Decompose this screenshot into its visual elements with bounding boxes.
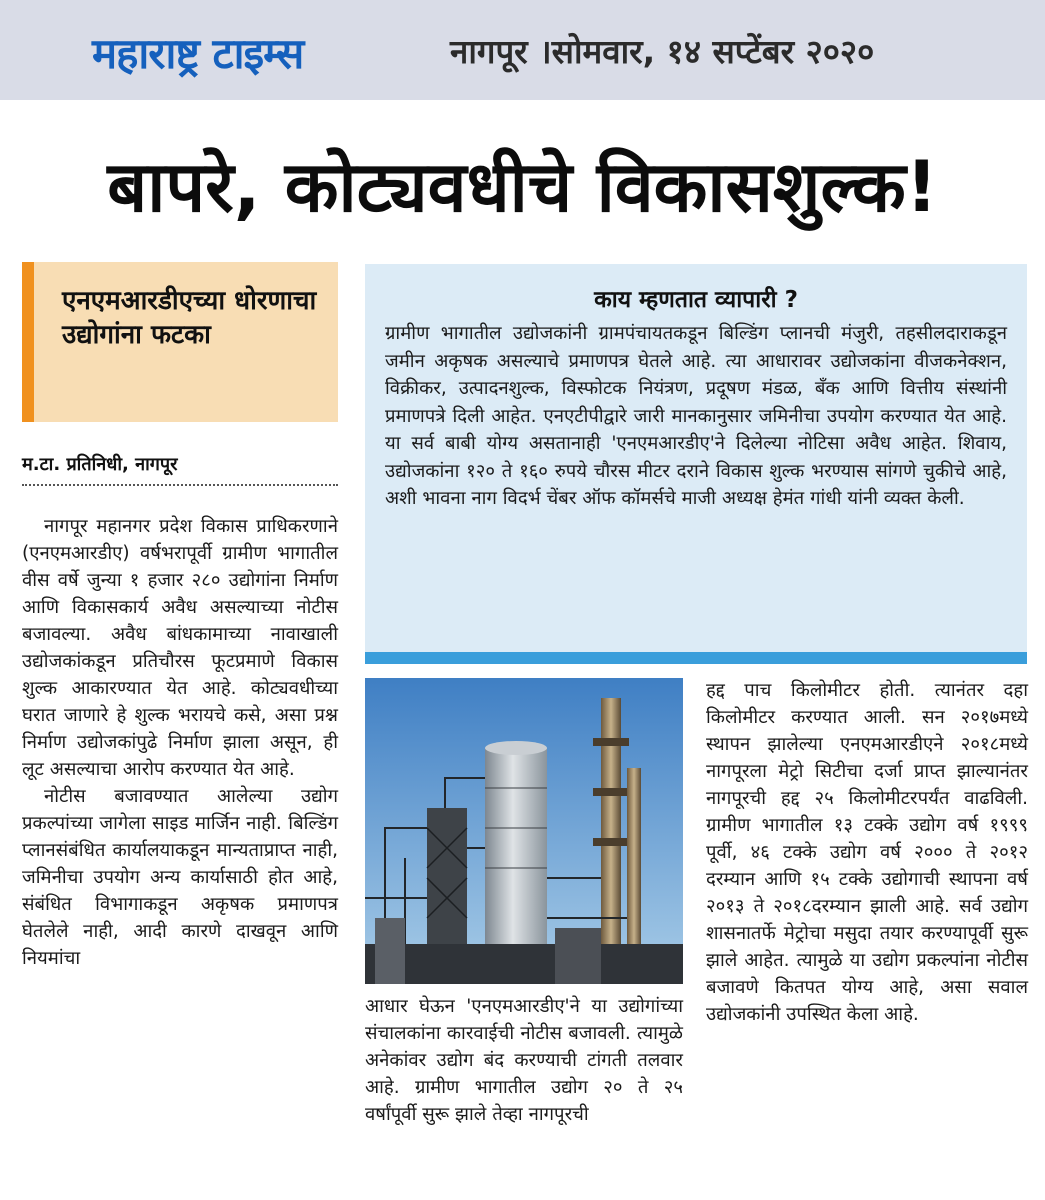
sidebar-bottom-bar [365, 652, 1027, 664]
article-column-1 [22, 513, 338, 972]
newspaper-logo: महाराष्ट्र टाइम्स [92, 29, 304, 78]
subheadline-box [22, 262, 338, 422]
byline: म.टा. प्रतिनिधी, नागपूर [22, 454, 178, 475]
subheadline: एनएमआरडीएच्या धोरणाचा उद्योगांना फटका [62, 286, 317, 351]
dateline: नागपूर ।सोमवार, १४ सप्टेंबर २०२० [450, 32, 875, 71]
article-paragraph: नोटीस बजावण्यात आलेल्या उद्योग प्रकल्पांच्या जागेला साइड मार्जिन नाही. बिल्डिंग प्लानसंबंधित कार्यालयाकडून मान्यताप्राप्त नाही, जमिनीचा उपयोग अन्य कार्यासाठी होत आहे, संबंधित विभागाकडून अकृषक प्रमाणपत्र घेतलेले नाही, आदी कारणे दाखवून आणि नियमांचा [22, 786, 338, 969]
traders-opinion-box [365, 264, 1027, 652]
article-paragraph: हद्द पाच किलोमीटर होती. त्यानंतर दहा किलोमीटर करण्यात आली. सन २०१७मध्ये स्थापन झालेल्या एनएमआरडीएने २०१८मध्ये नागपूरला मेट्रो सिटीचा दर्जा प्राप्त झाल्यानंतर नागपूरची हद्द २५ किलोमीटरपर्यंत वाढविली. ग्रामीण भागातील १३ टक्के उद्योग वर्ष १९९९ पूर्वी, ४६ टक्के उद्योग वर्ष २००० ते २०१२ दरम्यान आणि १५ टक्के उद्योगाची स्थापना वर्ष २०१३ ते २०१८दरम्यान झाली आहे. सर्व उद्योग शासनातर्फे मेट्रोचा मसुदा तयार करण्यापूर्वी सुरू झाले आहेत. त्यामुळे या उद्योग प्रकल्पांना नोटीस बजावणे कितपत योग्य आहे, असा सवाल उद्योजकांनी उपस्थित केला आहे. [706, 680, 1028, 1025]
article-column-3 [706, 677, 1028, 1028]
sidebar-body: ग्रामीण भागातील उद्योजकांनी ग्रामपंचायतकडून बिल्डिंग प्लानची मंजुरी, तहसीलदाराकडून जमीन अकृषक असल्याचे प्रमाणपत्र घेतले आहे. त्या आधारावर उद्योजकांना वीजकनेक्शन, विक्रीकर, उत्पादनशुल्क, विस्फोटक नियंत्रण, प्रदूषण मंडळ, बँक आणि वित्तीय संस्थांनी प्रमाणपत्रे दिली आहेत. एनएटीपीद्वारे जारी मानकानुसार जमिनीचा उपयोग करण्यात येत आहे. या सर्व बाबी योग्य असतानाही 'एनएमआरडीए'ने दिलेल्या नोटिसा अवैध आहेत. शिवाय, उद्योजकांना १२० ते १६० रुपये चौरस मीटर दराने विकास शुल्क भरण्यास सांगणे चुकीचे आहे, अशी भावना नाग विदर्भ चेंबर ऑफ कॉमर्सचे माजी अध्यक्ष हेमंत गांधी यांनी व्यक्त केली. [385, 323, 1007, 509]
article-paragraph: आधार घेऊन 'एनएमआरडीए'ने या उद्योगांच्या संचालकांना कारवाईची नोटीस बजावली. त्यामुळे अनेकांवर उद्योग बंद करण्याची टांगती तलवार आहे. ग्रामीण भागातील उद्योग २० ते २५ वर्षांपूर्वी सुरू झाले तेव्हा नागपूरची [365, 996, 683, 1125]
industrial-plant-photo [365, 678, 683, 984]
article-column-2 [365, 993, 683, 1128]
masthead [0, 0, 1045, 100]
sidebar-title: काय म्हणतात व्यापारी ? [594, 287, 798, 313]
article-paragraph: नागपूर महानगर प्रदेश विकास प्राधिकरणाने (एनएमआरडीए) वर्षभरापूर्वी ग्रामीण भागातील वीस वर्षे जुन्या १ हजार २८० उद्योगांना निर्माण आणि विकासकार्य अवैध असल्याच्या नोटीस बजावल्या. अवैध बांधकामाच्या नावाखाली उद्योजकांकडून प्रतिचौरस फूटप्रमाणे विकास शुल्क आकारण्यात येत आहे. कोट्यवधीच्या घरात जाणारे हे शुल्क भरायचे कसे, असा प्रश्न निर्माण उद्योजकांपुढे निर्माण झाला असून, ही लूट असल्याचा आरोप करण्यात येत आहे. [22, 516, 338, 780]
byline-divider [22, 484, 338, 486]
headline: बापरे, कोट्यवधीचे विकासशुल्क! [107, 146, 938, 228]
